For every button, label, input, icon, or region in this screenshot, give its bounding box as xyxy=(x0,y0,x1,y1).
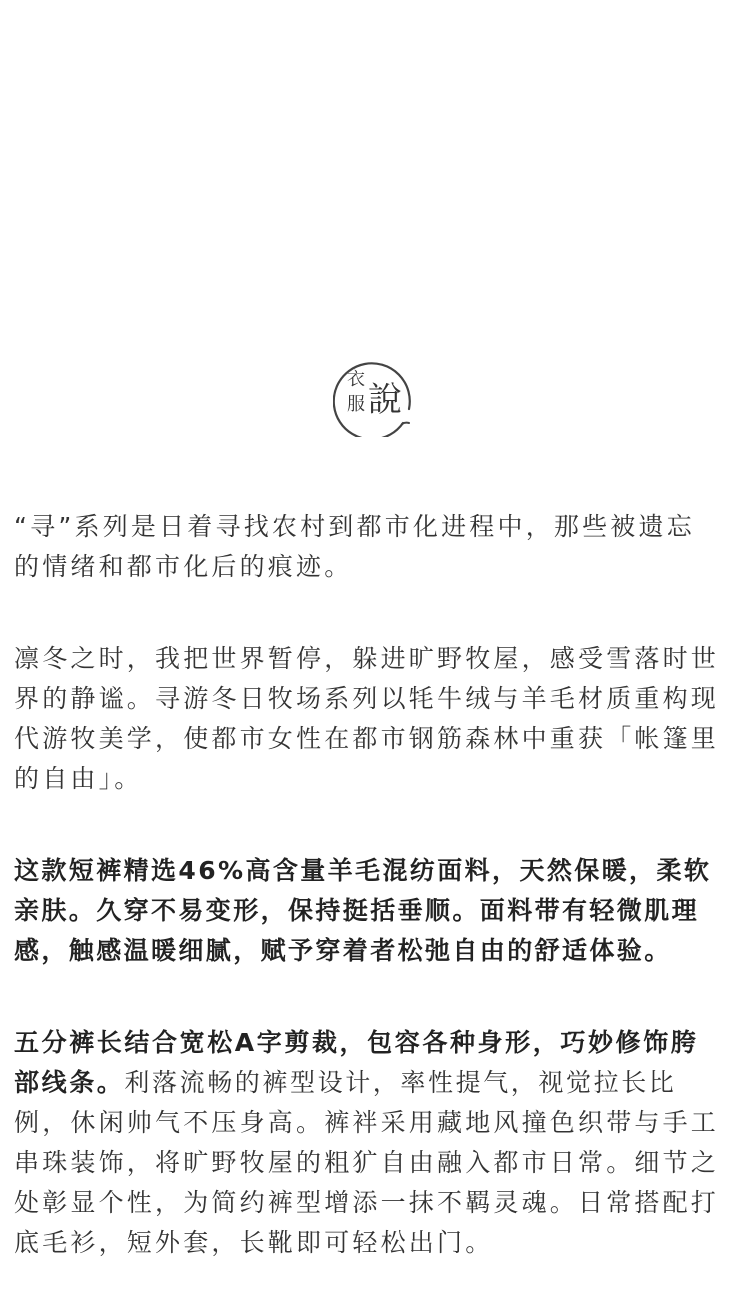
text-line: 界的静谧。寻游冬日牧场系列以牦牛绒与羊毛材质重构现 xyxy=(14,684,720,713)
text-line: 的情绪和都市化后的痕迹。 xyxy=(14,552,353,581)
text-line: 代游牧美学，使都市女性在都市钢筋森林中重获「帐篷里 xyxy=(14,724,720,753)
paragraph-intro xyxy=(14,507,736,587)
text-line: 这款短裤精选46%高含量羊毛混纺面料，天然保暖，柔软 xyxy=(14,856,712,885)
text-line: 的自由」。 xyxy=(14,764,143,793)
text-line: 串珠装饰，将旷野牧屋的粗犷自由融入都市日常。细节之 xyxy=(14,1148,720,1177)
logo-char-top: 衣 xyxy=(347,369,365,390)
text-line: 例，休闲帅气不压身高。裤袢采用藏地风撞色织带与手工 xyxy=(14,1108,720,1137)
logo-char-bottom: 服 xyxy=(347,394,365,415)
paragraph-fabric xyxy=(14,851,736,971)
bold-phrase: 部线条。 xyxy=(14,1068,125,1097)
article-body xyxy=(14,507,736,1315)
text-line: 处彰显个性，为简约裤型增添一抹不羁灵魂。日常搭配打 xyxy=(14,1188,720,1217)
text-line-bold: 五分裤长结合宽松A字剪裁，包容各种身形，巧妙修饰胯 xyxy=(14,1028,699,1057)
text-line: 亲肤。久穿不易变形，保持挺括垂顺。面料带有轻微肌理 xyxy=(14,896,700,925)
text-line: “寻”系列是日着寻找农村到都市化进程中，那些被遗忘 xyxy=(14,512,695,541)
logo-char-big: 說 xyxy=(368,380,402,420)
regular-phrase: 利落流畅的裤型设计，率性提气，视觉拉长比 xyxy=(124,1068,677,1097)
text-line: 底毛衫，短外套，长靴即可轻松出门。 xyxy=(14,1228,494,1257)
paragraph-cut xyxy=(14,1023,736,1263)
text-line: 感，触感温暖细腻，赋予穿着者松弛自由的舒适体验。 xyxy=(14,936,672,965)
text-line-mixed xyxy=(14,1063,736,1103)
logo-seal-icon xyxy=(333,353,417,437)
paragraph-winter xyxy=(14,639,736,799)
text-line: 凛冬之时，我把世界暂停，躲进旷野牧屋，感受雪落时世 xyxy=(14,644,720,673)
brand-logo xyxy=(333,353,417,437)
